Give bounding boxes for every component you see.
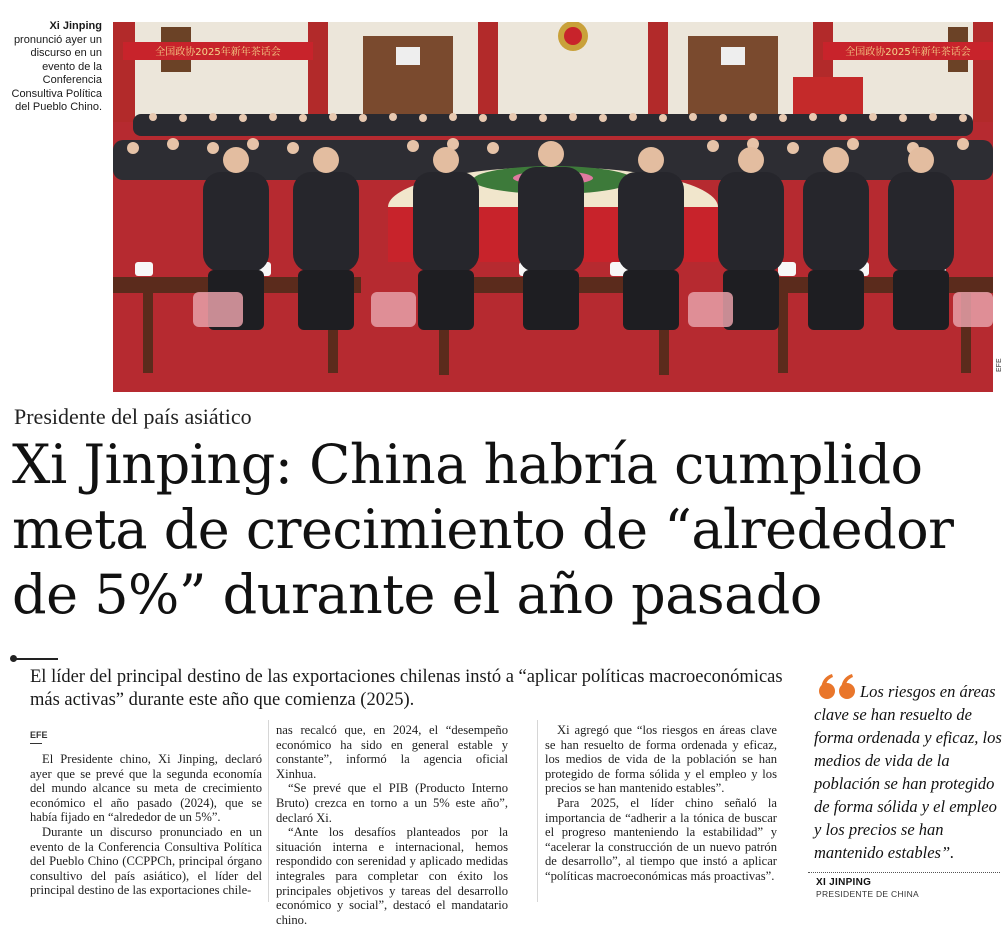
article-column-3: [545, 723, 777, 884]
column-divider: [537, 720, 538, 902]
photo-caption: [8, 20, 102, 115]
article-column-1: [30, 752, 262, 898]
banner-left-text: 全国政协2025年新年茶话会: [155, 47, 281, 58]
banner-right-text: 全国政协2025年新年茶话会: [845, 47, 971, 58]
event-photo-illustration: [113, 22, 993, 392]
byline: EFE: [30, 730, 48, 740]
news-photo: [113, 22, 993, 392]
column-paragraph: “Se prevé que el PIB (Producto Interno Bruto) crezca en torno a un 5% este año”, declaró Xi.: [276, 781, 508, 825]
kicker: Presidente del país asiático: [14, 404, 252, 429]
headline: Xi Jinping: China habría cumplido meta de crecimiento de “alrededor de 5%” durante el año pasado: [12, 433, 954, 626]
column-divider: [268, 720, 269, 902]
caption-text: pronunció ayer un discurso en un evento de la Conferencia Consultiva Política del Pueblo Chino.: [11, 33, 102, 113]
quote-author-role: PRESIDENTE DE CHINA: [816, 889, 919, 899]
quote-text: Los riesgos en áreas clave se han resuelto de forma ordenada y eficaz, los medios de vida de la población se han protegido de forma sólida y el empleo y los precios se han mantenido estables”.: [814, 682, 1002, 862]
lead-divider: [12, 658, 58, 660]
column-paragraph: nas recalcó que, en 2024, el “desempeño económico ha sido en general estable y constante”, informó la agencia oficial Xinhua.: [276, 723, 508, 781]
article-column-2: [276, 723, 508, 927]
lead-paragraph: El líder del principal destino de las exportaciones chilenas instó a “aplicar políticas macroeconómicas más activas” durante este año que comienza (2025).: [30, 667, 783, 710]
caption-name: Xi Jinping: [49, 20, 102, 32]
photo-credit: EFE: [996, 358, 1003, 372]
quote-divider: [808, 872, 1000, 873]
column-paragraph: Durante un discurso pronunciado en un evento de la Conferencia Consultiva Política del Pueblo Chino (CCPPCh, principal órgano consultivo del país asiático), el líder del principal destino de las exportaciones chile-: [30, 824, 262, 898]
front-table-right: [758, 277, 993, 293]
column-paragraph: Xi agregó que “los riesgos en áreas clave se han resuelto de forma ordenada y eficaz, los medios de vida de la población se han protegido de forma sólida y el empleo y los precios se han mantenido estables”.: [545, 723, 777, 796]
column-paragraph: “Ante los desafíos planteados por la situación interna e internacional, hemos respondido con serenidad y aplicado medidas integrales para completar con éxito los principales objetivos y tareas del desarrollo económico y social”, destacó el mandatario chino.: [276, 825, 508, 927]
byline-rule: [30, 743, 42, 744]
quote-author: XI JINPING: [816, 877, 872, 888]
column-paragraph: Para 2025, el líder chino señaló la importancia de “adherir a la tónica de buscar el progreso manteniendo la estabilidad” y “acelerar la construcción de un nuevo patrón de desarrollo”, al tiempo que instó a aplicar “políticas macroeconómicas más proactivas”.: [545, 795, 777, 883]
column-paragraph: El Presidente chino, Xi Jinping, declaró ayer que se prevé que la segunda economía del mundo alcance su meta de crecimiento económico el año pasado (2024), que se había fijado en “alrededor de un 5%”.: [30, 752, 262, 825]
